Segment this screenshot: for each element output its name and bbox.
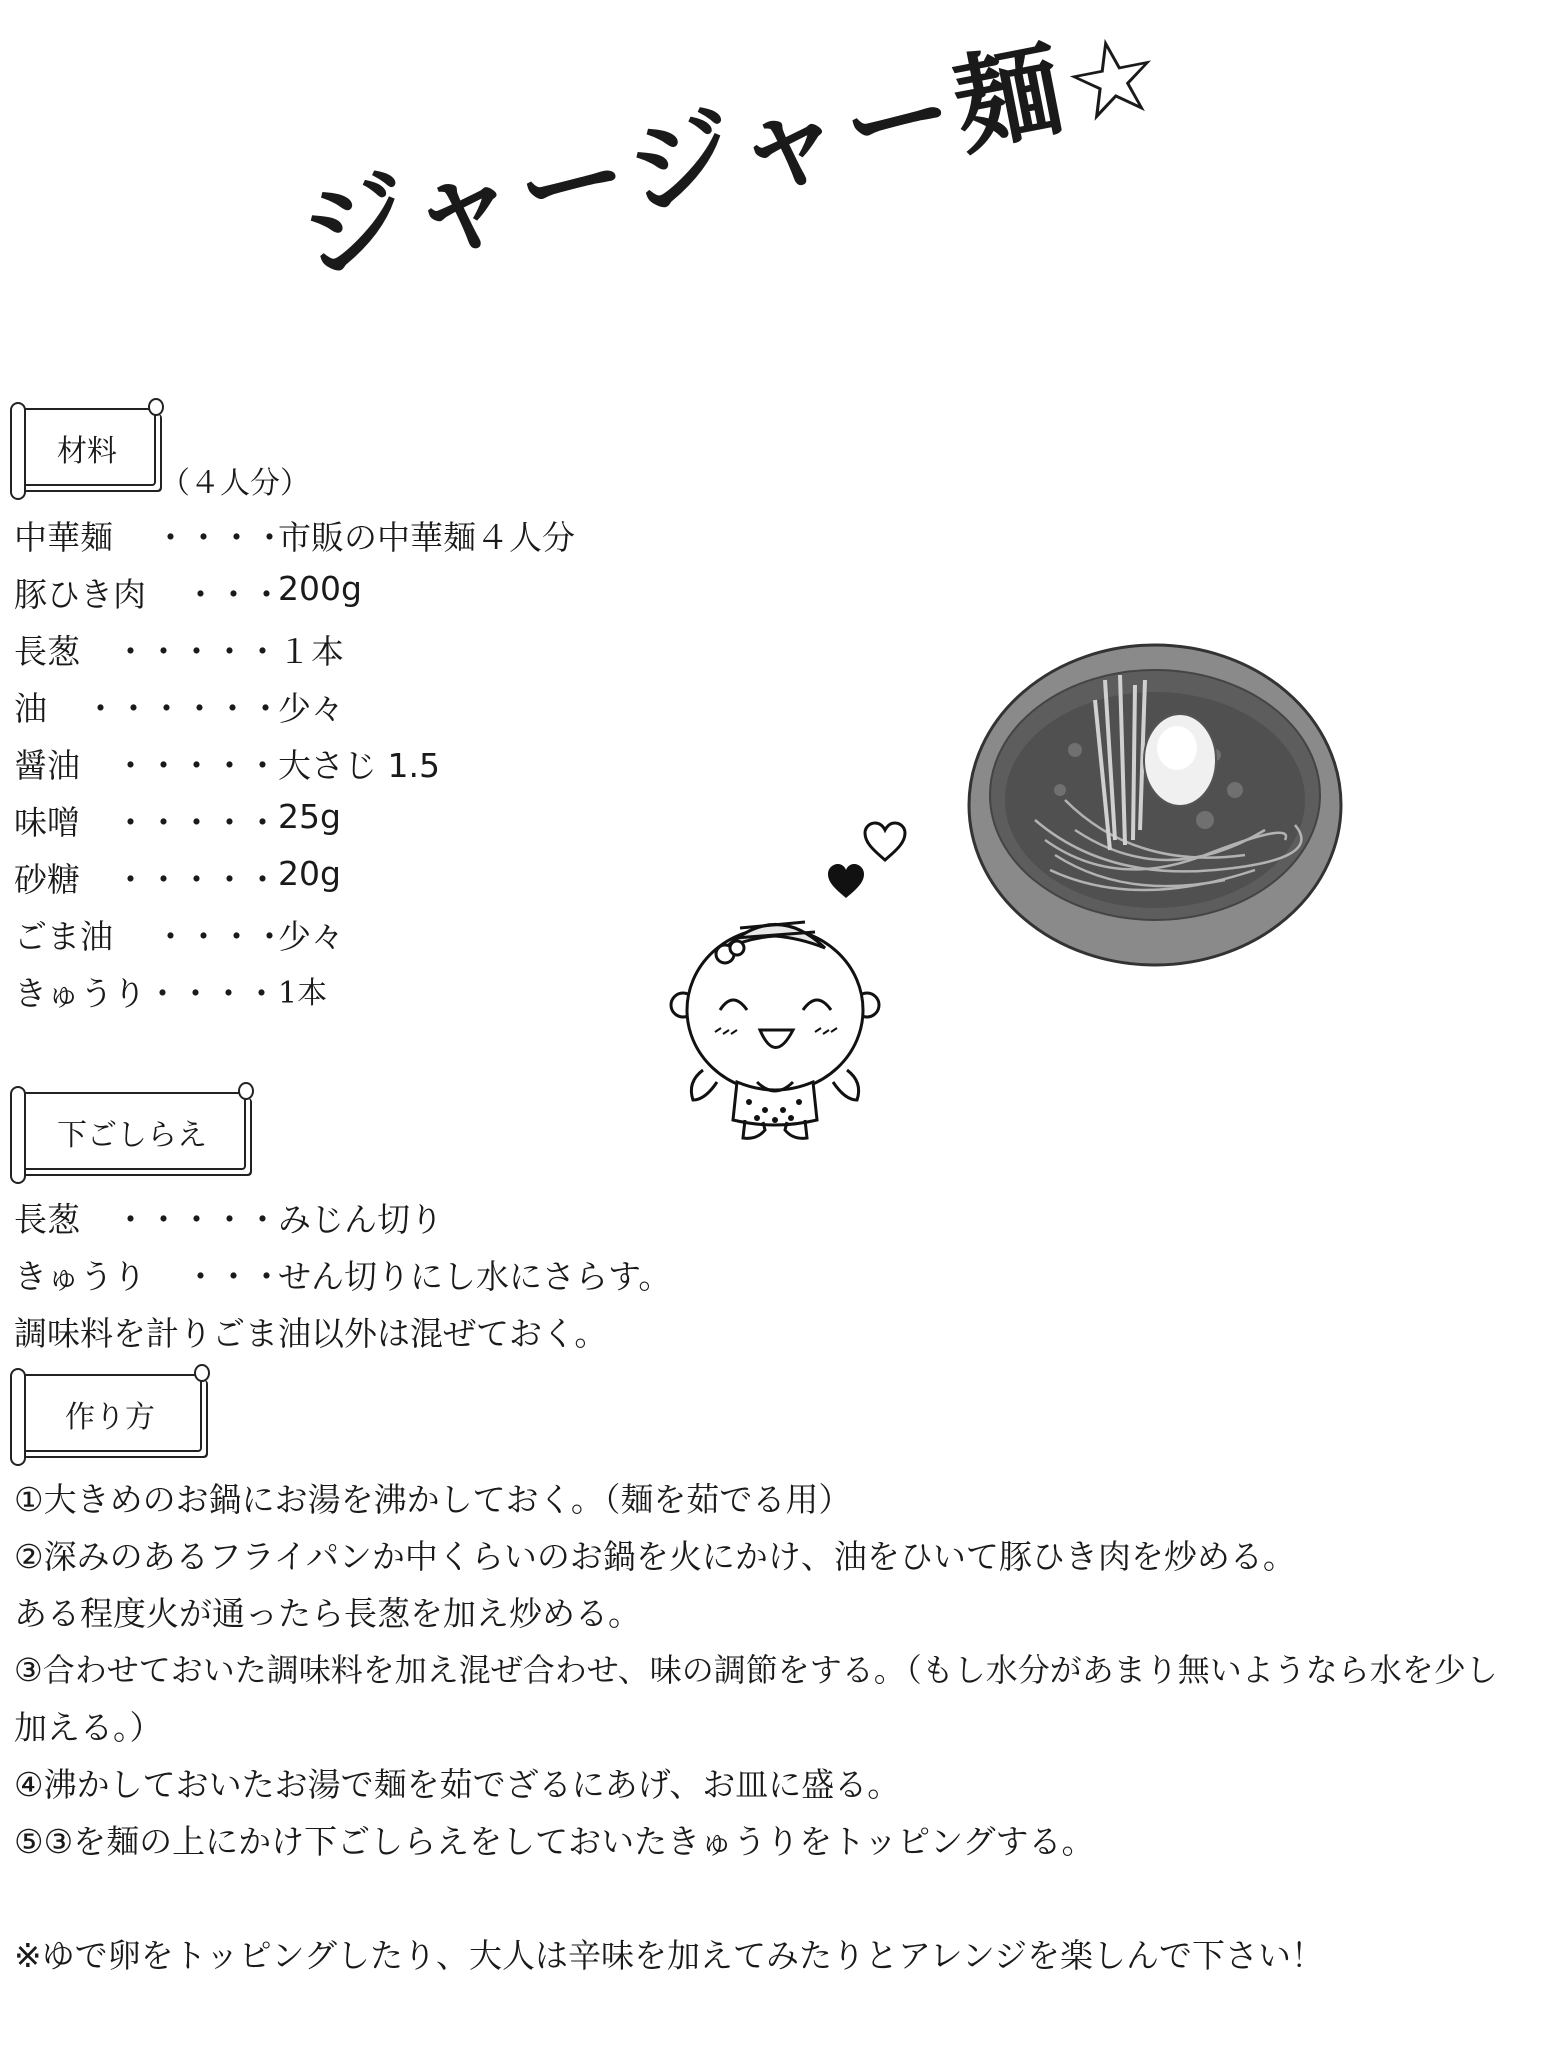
leader-dots: ・・・・・ <box>114 803 279 842</box>
ingredient-row <box>14 626 344 673</box>
ingredient-amount: 20g <box>278 854 341 893</box>
prep-note: 調味料を計りごま油以外は混ぜておく。 <box>14 1314 608 1353</box>
leader-dots: ・・・ <box>184 575 283 614</box>
ingredient-amount: 25g <box>278 797 341 836</box>
noodle-bowl-illustration <box>965 640 1345 970</box>
prep-item-name: 長葱 <box>14 1200 80 1239</box>
leader-dots: ・・・ <box>184 1257 283 1296</box>
ingredient-amount: 1本 <box>278 976 328 1011</box>
ingredient-name: 味噌 <box>14 803 80 842</box>
ingredient-row <box>14 797 341 844</box>
servings-text: （４人分） <box>160 466 310 501</box>
leader-dots: ・・・・・ <box>114 746 279 785</box>
leader-dots: ・・・・・ <box>114 1200 279 1239</box>
section-label-prep: 下ごしらえ <box>57 1118 207 1153</box>
ingredient-amount: １本 <box>278 632 344 671</box>
ingredient-name: きゅうり <box>14 974 146 1013</box>
prep-row <box>14 1194 443 1241</box>
ingredient-amount: 大さじ 1.5 <box>278 746 440 785</box>
section-header-prep <box>18 1092 246 1170</box>
step-line: ①大きめのお鍋にお湯を沸かしておく。（麺を茹でる用） <box>14 1480 852 1519</box>
section-label-method: 作り方 <box>65 1400 155 1435</box>
ingredient-name: 中華麺 <box>14 518 113 557</box>
leader-dots: ・・・・・ <box>114 860 279 899</box>
prep-instruction: みじん切り <box>278 1200 443 1239</box>
ingredient-name: 油 <box>14 689 47 728</box>
step-line: ④沸かしておいたお湯で麺を茹でざるにあげ、お皿に盛る。 <box>14 1765 901 1804</box>
ingredient-name: 豚ひき肉 <box>14 575 146 614</box>
ingredient-name: ごま油 <box>14 917 113 956</box>
leader-dots: ・・・・ <box>146 974 278 1013</box>
step-line: 加える。） <box>14 1708 163 1747</box>
ingredient-row <box>14 683 344 730</box>
ingredient-amount: 200g <box>278 569 362 608</box>
step-line: ある程度火が通ったら長葱を加え炒める。 <box>14 1594 641 1633</box>
ingredient-row <box>14 911 344 958</box>
prep-item-name: きゅうり <box>14 1257 146 1296</box>
ingredient-amount: 市販の中華麺４人分 <box>278 518 575 557</box>
ingredient-row <box>14 569 362 616</box>
footer-note: ※ゆで卵をトッピングしたり、大人は辛味を加えてみたりとアレンジを楽しんで下さい！ <box>14 1936 1325 1975</box>
ingredient-amount: 少々 <box>278 689 344 728</box>
leader-dots: ・・・・・・ <box>84 689 282 728</box>
ingredient-row <box>14 854 341 901</box>
prep-row <box>14 1251 672 1298</box>
section-label-ingredients: 材料 <box>57 434 117 469</box>
ingredient-name: 砂糖 <box>14 860 80 899</box>
ingredient-row <box>14 968 328 1015</box>
ingredient-row <box>14 740 440 787</box>
section-header-method <box>18 1374 202 1452</box>
ingredient-row <box>14 512 575 559</box>
leader-dots: ・・・・ <box>154 917 286 956</box>
ingredient-name: 醤油 <box>14 746 80 785</box>
step-line: ②深みのあるフライパンか中くらいのお鍋を火にかけ、油をひいて豚ひき肉を炒める。 <box>14 1537 1296 1576</box>
leader-dots: ・・・・ <box>154 518 286 557</box>
page-title: ジャージャー麺☆ <box>289 8 1177 299</box>
ingredient-name: 長葱 <box>14 632 80 671</box>
step-line: ③合わせておいた調味料を加え混ぜ合わせ、味の調節をする。（もし水分があまり無いようなら水を少し <box>14 1651 1498 1689</box>
prep-instruction: せん切りにし水にさらす。 <box>278 1257 672 1296</box>
ingredient-amount: 少々 <box>278 917 344 956</box>
leader-dots: ・・・・・ <box>114 632 279 671</box>
step-line: ⑤③を麺の上にかけ下ごしらえをしておいたきゅうりをトッピングする。 <box>14 1822 1095 1861</box>
section-header-ingredients <box>18 408 156 486</box>
happy-child-character <box>665 820 885 1140</box>
